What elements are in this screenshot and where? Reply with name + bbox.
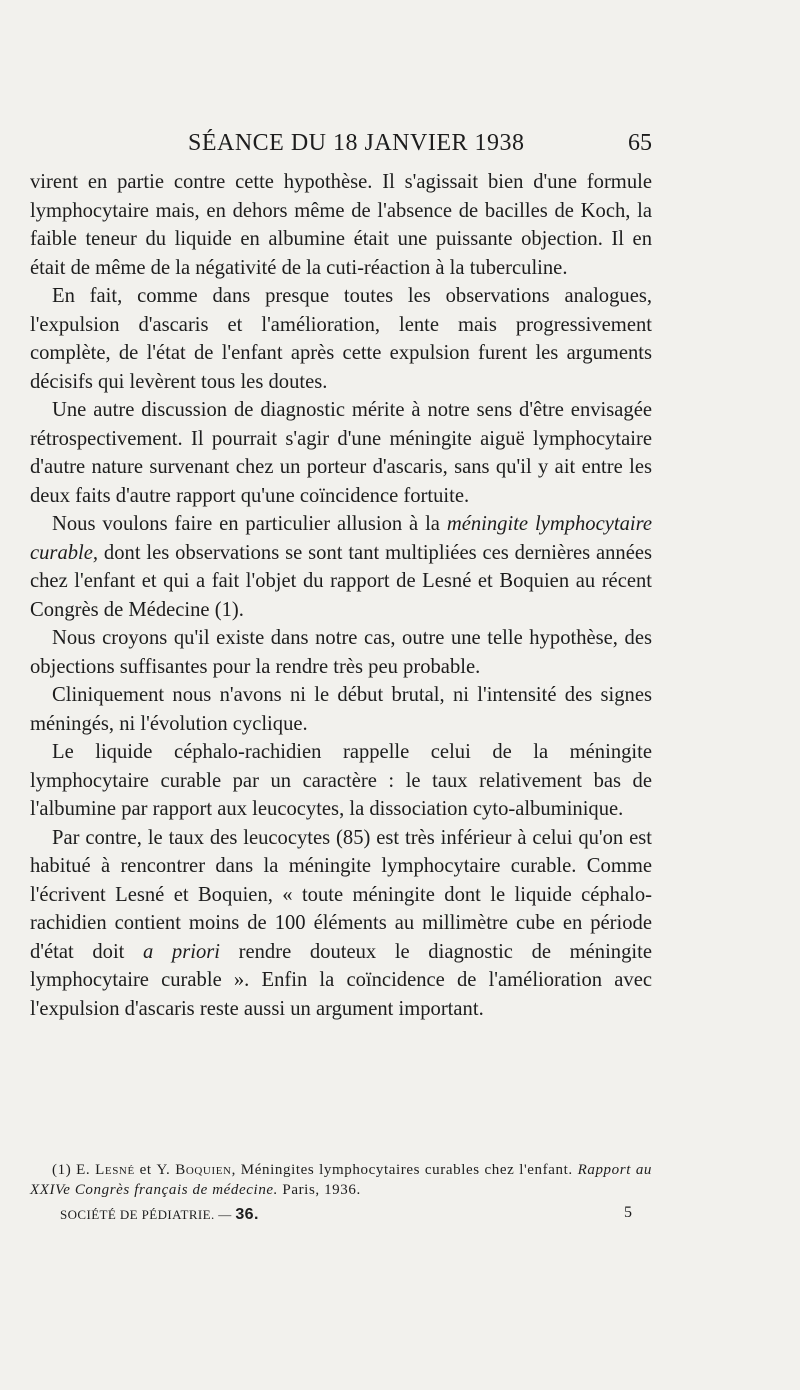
paragraph-4 [30, 510, 652, 624]
footnote [30, 1160, 652, 1200]
running-head-title: SÉANCE DU 18 JANVIER 1938 [188, 130, 525, 156]
running-head [30, 130, 652, 160]
paragraph-8-italic: a priori [143, 940, 221, 963]
paragraph-3: Une autre discussion de diagnostic mérite à notre sens d'être envisagée rétrospectivement. Il pourrait s'agir d'une méningite aiguë lymphocytaire d'autre nature survenant chez un porteur d'ascaris, sans qu'il y ait entre les deux faits d'autre rapport qu'une coïncidence fortuite. [30, 399, 652, 507]
paragraph-5: Nous croyons qu'il existe dans notre cas, outre une telle hypothèse, des objections suffisantes pour la rendre très peu probable. [30, 627, 652, 678]
footnote-marker: (1) [52, 1162, 72, 1178]
body-text [30, 168, 652, 1023]
footnote-author-1: E. Lesné [76, 1162, 135, 1178]
signature-number: 36. [235, 1206, 259, 1223]
paragraph-1: virent en partie contre cette hypothèse. Il s'agissait bien d'une formule lymphocytaire mais, en dehors même de l'absence de bacilles de Koch, la faible teneur du liquide en albumine était une puissante objection. Il en était de même de la négativité de la cuti-réaction à la tuberculine. [30, 171, 652, 279]
paragraph-8-before: Par contre, le taux des leucocytes (85) est très inférieur à celui qu'on est habitué à rencontrer dans la méningite lymphocytaire curable. Comme l'écrivent Lesné et Boquien, « toute méningite dont le liquide céphalo-rachidien contient moins de 100 éléments au millimètre cube en période d'état doit [30, 826, 652, 963]
page-number: 65 [628, 130, 652, 156]
printer-signature [60, 1206, 259, 1224]
paragraph-8-after: rendre douteux le diagnostic de méningite lymphocytaire curable ». Enfin la coïncidence de l'amélioration avec l'expulsion d'ascaris reste aussi un argument important. [30, 940, 652, 1020]
footnote-author-sep: et [134, 1162, 157, 1178]
paragraph-8 [30, 824, 652, 1024]
signature-line [60, 1206, 632, 1230]
paragraph-4-before: Nous voulons faire en particulier allusion à la [52, 513, 447, 535]
paragraph-4-after: dont les observations se sont tant multipliées ces dernières années chez l'enfant et qui a fait l'objet du rapport de Lesné et Boquien au récent Congrès de Médecine (1). [30, 541, 652, 621]
signature-text: SOCIÉTÉ DE PÉDIATRIE. — [60, 1207, 236, 1222]
sheet-number: 5 [624, 1204, 632, 1221]
footnote-text-2: Paris, 1936. [278, 1182, 361, 1198]
footnote-text-1: , Méningites lymphocytaires curables chez l'enfant. [231, 1162, 578, 1178]
paragraph-6: Cliniquement nous n'avons ni le début brutal, ni l'intensité des signes méningés, ni l'évolution cyclique. [30, 684, 652, 735]
paragraph-7: Le liquide céphalo-rachidien rappelle celui de la méningite lymphocytaire curable par un caractère : le taux relativement bas de l'albumine par rapport aux leucocytes, la dissociation cyto-albuminique. [30, 741, 652, 820]
footnote-author-2: Y. Boquien [156, 1162, 232, 1178]
paragraph-4-italic: méningite lymphocytaire curable, [30, 513, 652, 564]
footnote-title: Rapport au XXIVe Congrès français de médecine. [30, 1162, 653, 1198]
paragraph-2: En fait, comme dans presque toutes les observations analogues, l'expulsion d'ascaris et l'amélioration, lente mais progressivement complète, de l'état de l'enfant après cette expulsion furent les arguments décisifs qui levèrent tous les doutes. [30, 285, 652, 393]
